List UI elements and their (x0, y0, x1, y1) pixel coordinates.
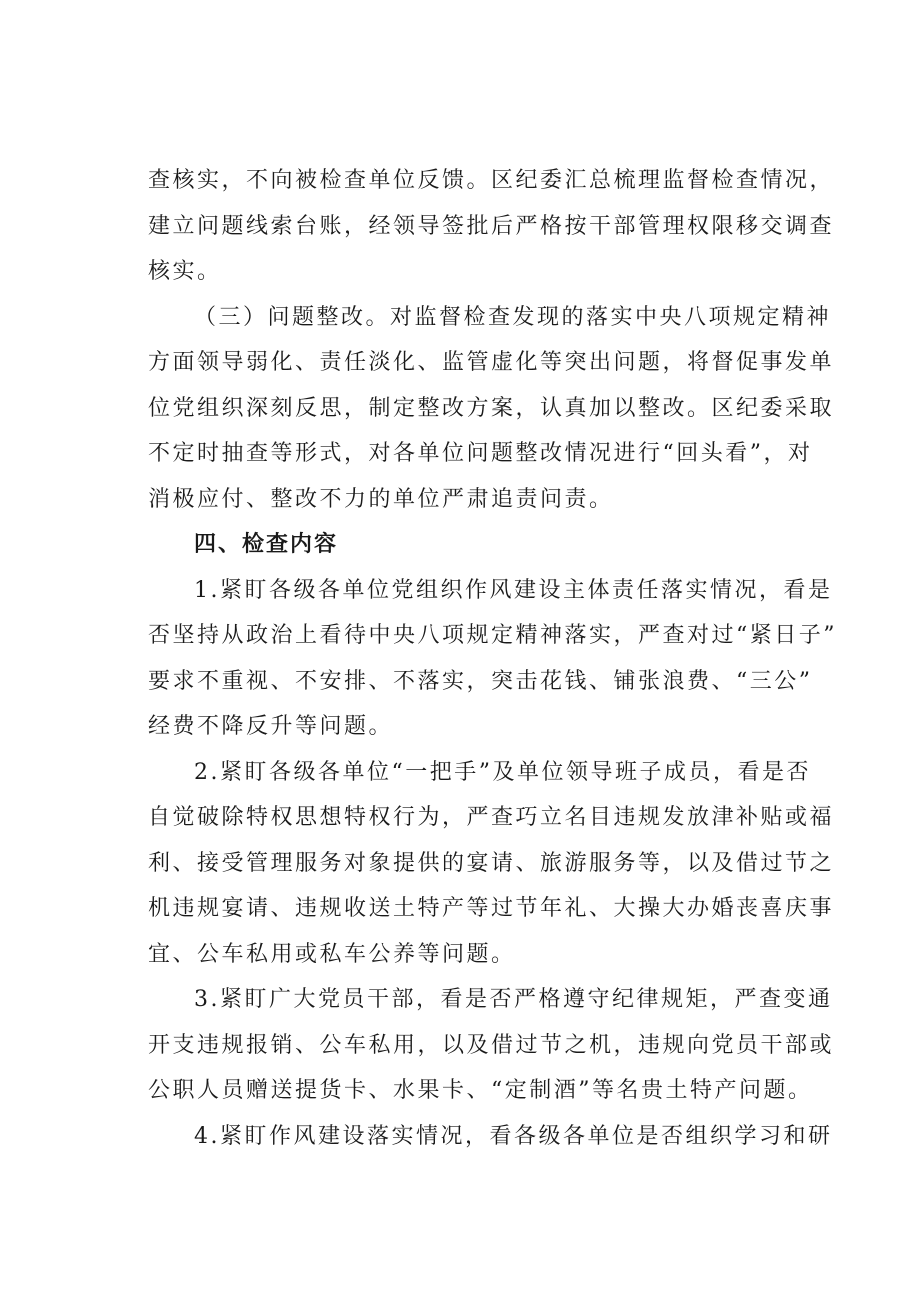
paragraph (148, 750, 835, 978)
text-line: 宜、公车私用或私车公养等问题。 (148, 941, 516, 967)
text-line: 经费不降反升等问题。 (148, 714, 394, 739)
text-line: 要求不重视、不安排、不落实，突击花钱、铺张浪费、“三公” (148, 668, 813, 694)
text-line: 查核实，不向被检查单位反馈。区纪委汇总梳理监督检查情况， (148, 168, 835, 193)
text-line: 消极应付、整改不力的单位严肃追责问责。 (148, 486, 614, 512)
paragraph (148, 295, 835, 523)
text-line: 核实。 (148, 259, 222, 284)
text-line: 位党组织深刻反思，制定整改方案，认真加以整改。区纪委采取 (148, 395, 835, 421)
paragraph (148, 568, 837, 750)
paragraph (148, 1114, 833, 1160)
document-page (148, 158, 837, 1159)
text-line: 2.紧盯各级各单位“一把手”及单位领导班子成员，看是否 (194, 759, 811, 785)
text-line: （三）问题整改。对监督检查发现的落实中央八项规定精神 (194, 304, 832, 330)
text-line: 不定时抽查等形式，对各单位问题整改情况进行“回头看”，对 (148, 441, 813, 466)
text-line: 四、检查内容 (194, 532, 339, 557)
text-line: 机违规宴请、违规收送土特产等过节年礼、大操大办婚丧喜庆事 (148, 896, 835, 921)
text-line: 3.紧盯广大党员干部，看是否严格遵守纪律规矩，严查变通 (194, 987, 833, 1012)
text-line: 自觉破除特权思想特权行为，严查巧立名目违规发放津补贴或福 (148, 805, 835, 830)
section-heading (148, 522, 798, 568)
text-line: 开支违规报销、公车私用，以及借过节之机，违规向党员干部或 (148, 1032, 835, 1058)
text-line: 方面领导弱化、责任淡化、监管虚化等突出问题，将督促事发单 (148, 350, 835, 375)
paragraph (148, 158, 835, 295)
text-line: 4.紧盯作风建设落实情况，看各级各单位是否组织学习和研 (194, 1123, 833, 1149)
text-line: 公职人员赠送提货卡、水果卡、“定制酒”等名贵土特产问题。 (148, 1078, 813, 1103)
text-line: 否坚持从政治上看待中央八项规定精神落实，严查对过“紧日子” (148, 623, 837, 648)
text-line: 利、接受管理服务对象提供的宴请、旅游服务等，以及借过节之 (148, 850, 835, 876)
text-line: 1.紧盯各级各单位党组织作风建设主体责任落实情况，看是 (194, 577, 833, 603)
paragraph (148, 977, 835, 1114)
text-line: 建立问题线索台账，经领导签批后严格按干部管理权限移交调查 (148, 213, 835, 239)
